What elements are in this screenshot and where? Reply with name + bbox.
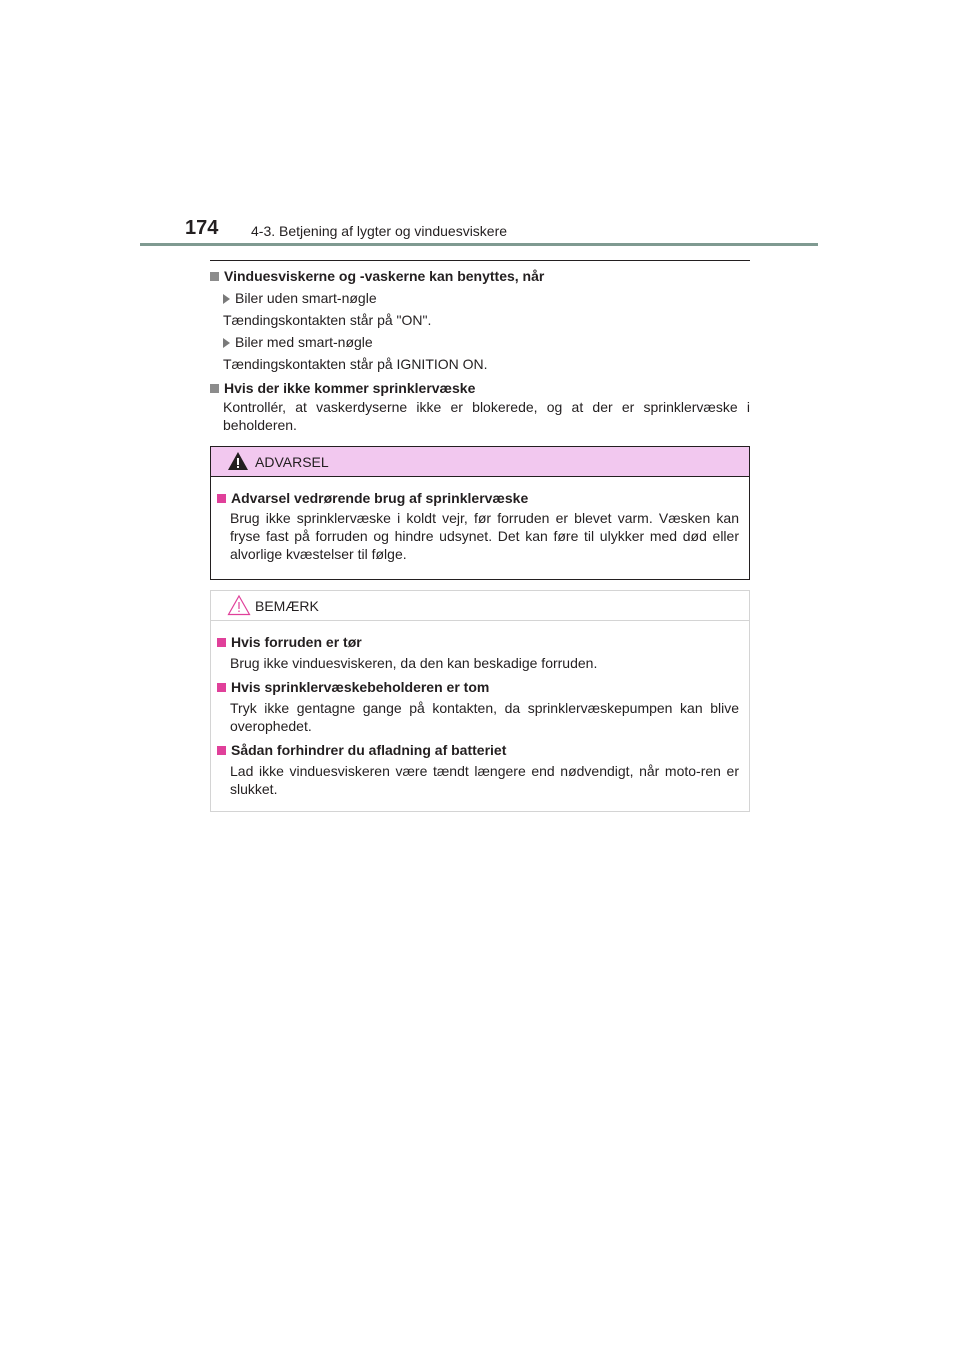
square-bullet-icon (217, 746, 226, 755)
triangle-bullet-icon (223, 294, 230, 304)
body-text: Kontrollér, at vaskerdyserne ikke er blokerede, og at der er sprinklervæske i beholderen. (223, 399, 750, 433)
warning-box (210, 446, 750, 580)
section-heading: Hvis der ikke kommer sprinklervæske (210, 379, 750, 397)
sub-item: Biler uden smart-nøgle (210, 289, 750, 307)
note-body (211, 633, 749, 798)
note-text: Tryk ikke gentagne gange på kontakten, da sprinklervæskepumpen kan blive overophedet. (230, 700, 739, 734)
body-text: Tændingskontakten står på "ON". (223, 312, 432, 328)
note-heading: Hvis sprinklervæskebeholderen er tom (211, 678, 749, 696)
section-no-fluid (210, 379, 750, 434)
section-wipers-usable (210, 267, 750, 373)
square-bullet-icon (210, 272, 219, 281)
warning-label: ADVARSEL (255, 454, 329, 470)
body-text: Tændingskontakten står på IGNITION ON. (223, 356, 488, 372)
square-bullet-icon (210, 384, 219, 393)
square-bullet-icon (217, 494, 226, 503)
note-label: BEMÆRK (255, 598, 319, 614)
content-divider (210, 260, 750, 261)
caution-outline-icon (227, 594, 251, 616)
square-bullet-icon (217, 638, 226, 647)
note-heading: Sådan forhindrer du afladning af batteriet (211, 741, 749, 759)
note-box (210, 590, 750, 812)
note-text: Lad ikke vinduesviskeren være tændt længere end nødvendigt, når moto-ren er slukket. (230, 763, 739, 797)
note-heading: Hvis forruden er tør (211, 633, 749, 651)
triangle-bullet-icon (223, 338, 230, 348)
page-number: 174 (185, 217, 219, 239)
header-rule (140, 243, 818, 246)
note-text: Brug ikke vinduesviskeren, da den kan beskadige forruden. (230, 655, 598, 671)
warning-heading: Advarsel vedrørende brug af sprinklervæske (211, 489, 749, 507)
sub-item: Biler med smart-nøgle (210, 333, 750, 351)
square-bullet-icon (217, 683, 226, 692)
warning-triangle-icon (227, 451, 249, 471)
warning-text: Brug ikke sprinklervæske i koldt vejr, før forruden er blevet varm. Væsken kan fryse fast på forruden og hindre udsynet. Det kan føre til ulykker med død eller alvorlige kvæstelser til følge. (230, 510, 739, 562)
warning-body (211, 489, 749, 563)
section-heading: Vinduesviskerne og -vaskerne kan benyttes, når (210, 267, 750, 285)
warning-header (211, 447, 749, 477)
page-header (185, 216, 825, 246)
note-header (211, 591, 749, 621)
section-title: 4-3. Betjening af lygter og vinduesviskere (251, 223, 508, 239)
